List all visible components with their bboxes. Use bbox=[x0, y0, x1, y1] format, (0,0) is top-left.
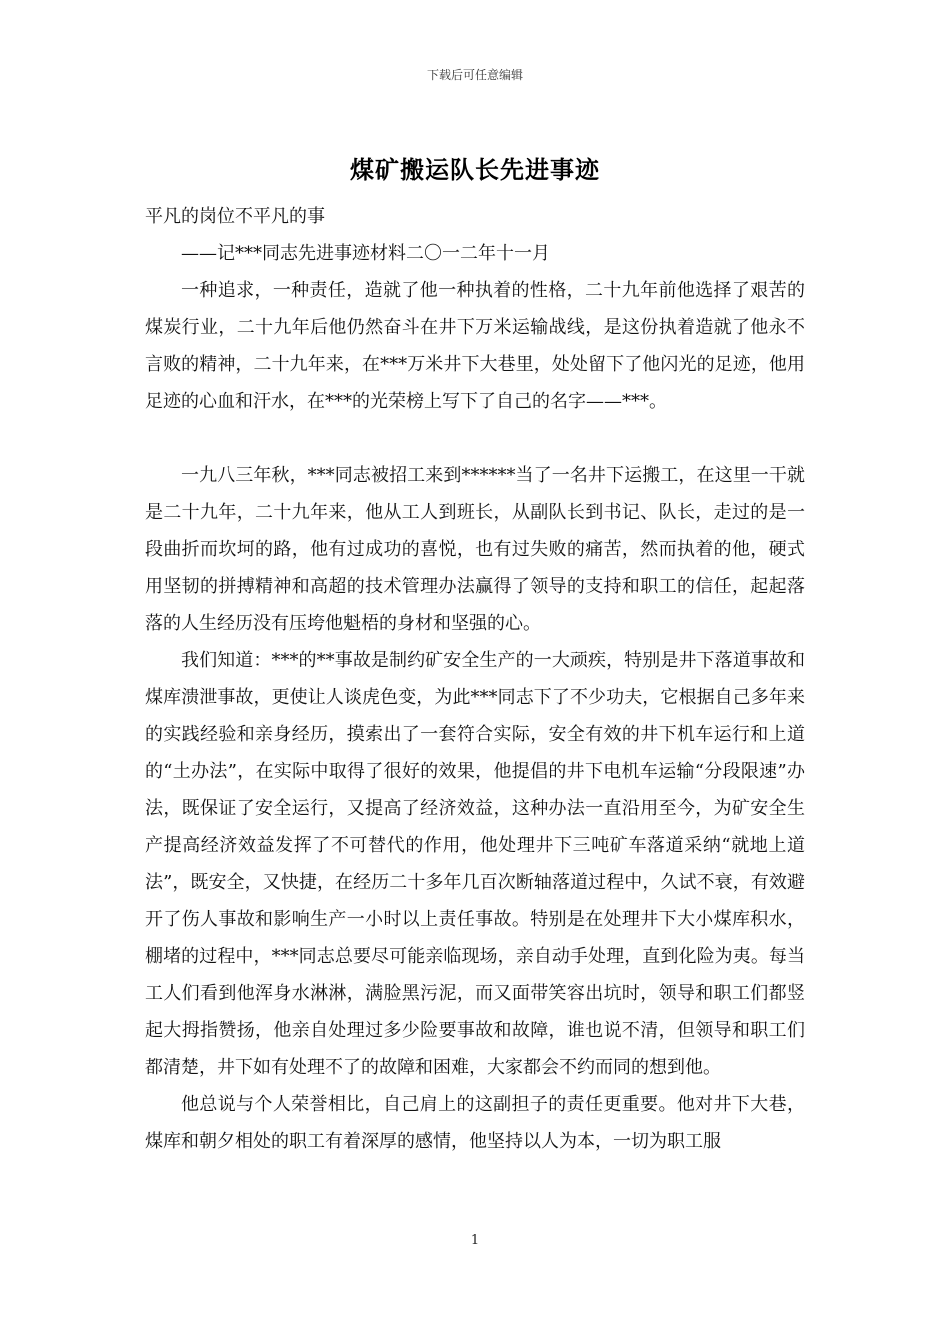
byline: ——记***同志先进事迹材料二〇一二年十一月 bbox=[181, 243, 550, 264]
paragraph-1: 一种追求，一种责任，造就了他一种执着的性格，二十九年前他选择了艰苦的煤炭行业，二十九年后他仍然奋斗在井下万米运输战线，是这份执着造就了他永不言败的精神，二十九年来，在***万米井下大巷里，处处留下了他闪光的足迹，他用足迹的心血和汗水，在***的光荣榜上写下了自己的名字——***。 bbox=[145, 280, 805, 412]
paragraph-3: 我们知道：***的**事故是制约矿安全生产的一大顽疾，特别是井下落道事故和煤库溃泄事故，更使让人谈虎色变，为此***同志下了不少功夫，它根据自己多年来的实践经验和亲身经历，摸索出了一套符合实际，安全有效的井下机车运行和上道的“土办法”，在实际中取得了很好的效果，他提倡的井下电机车运输“分段限速”办法，既保证了安全运行，又提高了经济效益，这种办法一直沿用至今，为矿安全生产提高经济效益发挥了不可替代的作用，他处理井下三吨矿车落道采纳“就地上道法”，既安全，又快捷，在经历二十多年几百次断轴落道过程中，久试不衰，有效避开了伤人事故和影响生产一小时以上责任事故。特别是在处理井下大小煤库积水，棚堵的过程中，***同志总要尽可能亲临现场，亲自动手处理，直到化险为夷。每当工人们看到他浑身水淋淋，满脸黑污泥，而又面带笑容出坑时，领导和职工们都竖起大拇指赞扬，他亲自处理过多少险要事故和故障，谁也说不清，但领导和职工们都清楚，井下如有处理不了的故障和困难，大家都会不约而同的想到他。 bbox=[145, 650, 805, 1078]
page-number: 1 bbox=[470, 1233, 480, 1248]
paragraph-2: 一九八三年秋，***同志被招工来到******当了一名井下运搬工，在这里一干就是二十九年，二十九年来，他从工人到班长，从副队长到书记、队长，走过的是一段曲折而坎坷的路，他有过成功的喜悦，也有过失败的痛苦，然而执着的他，硬式用坚韧的拼搏精神和高超的技术管理办法赢得了领导的支持和职工的信任，起起落落的人生经历没有压垮他魁梧的身材和坚强的心。 bbox=[145, 465, 805, 634]
document-title: 煤矿搬运队长先进事迹 bbox=[350, 156, 600, 184]
document-body bbox=[145, 198, 805, 1160]
header-note: 下载后可任意编辑 bbox=[426, 68, 523, 82]
paragraph-4: 他总说与个人荣誉相比，自己肩上的这副担子的责任更重要。他对井下大巷，煤库和朝夕相处的职工有着深厚的感情，他坚持以人为本，一切为职工服 bbox=[145, 1094, 805, 1152]
paragraph-spacer bbox=[145, 420, 805, 457]
subtitle: 平凡的岗位不平凡的事 bbox=[145, 206, 325, 227]
